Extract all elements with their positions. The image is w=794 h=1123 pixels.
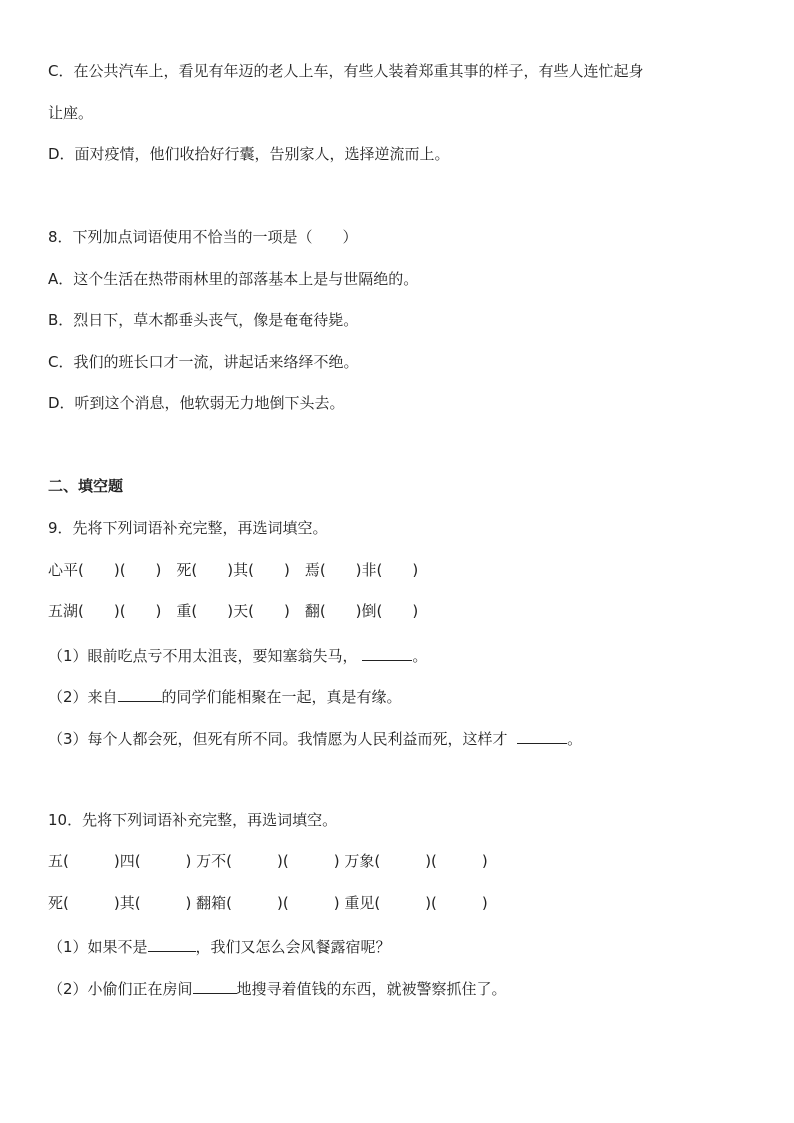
q9-word-row-1: 心平( )( ) 死( )其( ) 焉( )非( ) [48,561,419,579]
q10-sentence-1 [48,935,391,957]
q9-sentence-2 [48,685,402,707]
q9-s1-end: 。 [412,647,428,665]
q8-option-a: A．这个生活在热带雨林里的部落基本上是与世隔绝的。 [48,270,419,288]
answer-blank[interactable] [517,727,567,744]
q8-option-d: D．听到这个消息，他软弱无力地倒下头去。 [48,394,345,412]
answer-blank[interactable] [118,685,162,702]
q10-word-row-2: 死( )其( ) 翻箱( )( ) 重见( )( ) [48,894,488,912]
q9-s2-end: 的同学们能相聚在一起，真是有缘。 [161,688,402,706]
answer-blank[interactable] [193,977,237,994]
q10-word-row-1: 五( )四( ) 万不( )( ) 万象( )( ) [48,852,488,870]
q8-option-b: B．烈日下，草木都垂头丧气，像是奄奄待毙。 [48,311,359,329]
answer-blank[interactable] [362,644,412,661]
q9-s3-end: 。 [567,730,583,748]
q8-stem: 8．下列加点词语使用不恰当的一项是（ ） [48,228,358,246]
q7-option-c-line1: C．在公共汽车上，看见有年迈的老人上车，有些人装着郑重其事的样子，有些人连忙起身 [48,62,644,80]
q10-stem: 10．先将下列词语补充完整，再选词填空。 [48,811,338,829]
q9-word-row-2: 五湖( )( ) 重( )天( ) 翻( )倒( ) [48,602,419,620]
q9-stem: 9．先将下列词语补充完整，再选词填空。 [48,519,328,537]
q7-option-c-line2: 让座。 [48,104,94,122]
q7-option-d: D．面对疫情，他们收拾好行囊，告别家人，选择逆流而上。 [48,145,450,163]
q10-s1-end: ，我们又怎么会风餐露宿呢？ [195,938,391,956]
q10-s2-end: 地搜寻着值钱的东西，就被警察抓住了。 [236,980,507,998]
section-title-fill-in: 二、填空题 [48,477,124,495]
q9-s2-text: （2）来自 [48,688,118,706]
q9-s1-text: （1）眼前吃点亏不用太沮丧，要知塞翁失马， [48,647,358,665]
q9-s3-text: （3）每个人都会死，但死有所不同。我情愿为人民利益而死，这样才 [48,730,508,748]
q10-sentence-2 [48,977,507,999]
q9-sentence-3 [48,727,582,749]
q9-sentence-1 [48,644,427,666]
answer-blank[interactable] [148,935,196,952]
q10-s1-text: （1）如果不是 [48,938,148,956]
q8-option-c: C．我们的班长口才一流，讲起话来络绎不绝。 [48,353,359,371]
q10-s2-text: （2）小偷们正在房间 [48,980,193,998]
